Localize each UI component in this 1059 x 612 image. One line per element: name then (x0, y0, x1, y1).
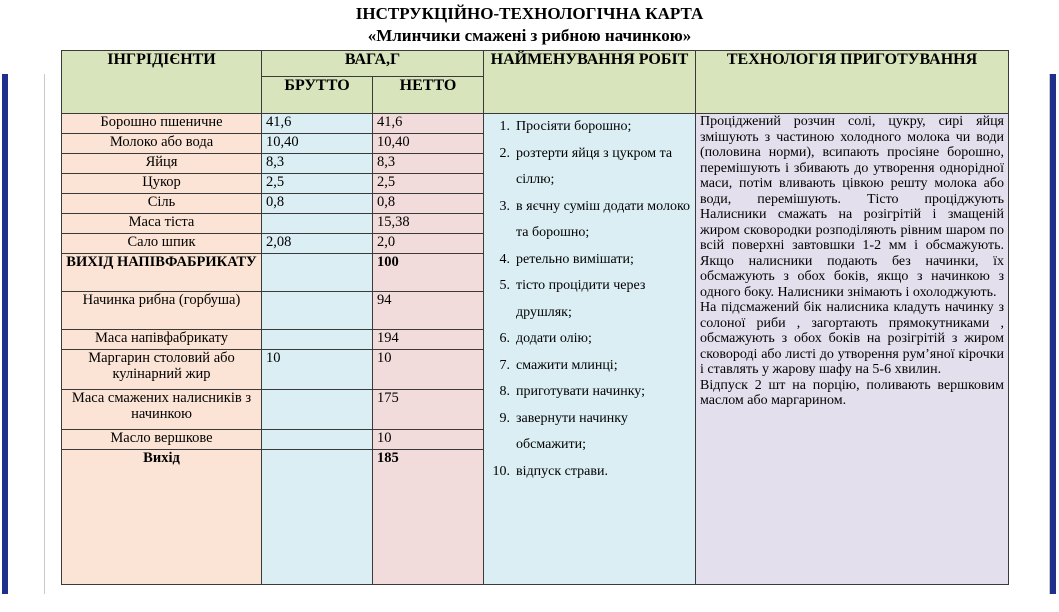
header-technology: ТЕХНОЛОГІЯ ПРИГОТУВАННЯ (696, 51, 1009, 114)
operation-item (488, 247, 691, 274)
ingredient-net: 0,8 (373, 194, 484, 214)
ingredient-gross: 10,40 (262, 134, 373, 154)
right-margin-line (1049, 74, 1050, 594)
operation-text: Просіяти борошно; (516, 119, 632, 134)
ingredient-gross: 41,6 (262, 114, 373, 134)
header-weight: ВАГА,Г (262, 51, 484, 77)
operation-number: 9. (499, 410, 511, 426)
operation-item (488, 273, 691, 326)
right-margin-bar (1050, 74, 1056, 594)
ingredient-net: 100 (373, 254, 484, 292)
operation-text: відпуск страви. (516, 463, 608, 479)
ingredient-name: Цукор (62, 174, 262, 194)
operations-list (488, 114, 691, 485)
ingredient-net: 15,38 (373, 214, 484, 234)
ingredient-gross: 0,8 (262, 194, 373, 214)
operation-number: 7. (499, 357, 511, 373)
ingredient-gross: 2,5 (262, 174, 373, 194)
ingredient-gross (262, 450, 373, 585)
ingredient-gross: 10 (262, 350, 373, 390)
technology-paragraph: Відпуск 2 шт на порцію, поливають вершковим маслом або маргарином. (700, 377, 1005, 408)
ingredient-name: Сало шпик (62, 234, 262, 254)
operation-text: додати олію; (516, 331, 592, 346)
ingredient-net: 10,40 (373, 134, 484, 154)
operation-number: 8. (499, 384, 511, 399)
ingredient-net: 175 (373, 390, 484, 430)
operation-text: приготувати начинку; (516, 384, 646, 399)
operation-item (488, 379, 691, 406)
operations-cell (484, 114, 696, 585)
ingredient-net: 41,6 (373, 114, 484, 134)
ingredient-net: 194 (373, 330, 484, 350)
operation-item (488, 353, 691, 380)
operation-number: 4. (499, 251, 511, 267)
left-margin-line (44, 74, 45, 594)
ingredient-name: Маса напівфабрикату (62, 330, 262, 350)
operation-item (488, 194, 691, 247)
operation-number: 10. (492, 463, 511, 479)
ingredient-name: ВИХІД НАПІВФАБРИКАТУ (62, 254, 262, 292)
ingredient-name: Борошно пшеничне (62, 114, 262, 134)
ingredient-name: Молоко або вода (62, 134, 262, 154)
operation-number: 5. (499, 278, 511, 293)
operation-text: в яєчну суміш додати молоко та борошно; (516, 198, 691, 240)
ingredient-name: Маргарин столовий або кулінарний жир (62, 350, 262, 390)
operation-item (488, 459, 691, 486)
ingredient-net: 10 (373, 350, 484, 390)
header-ingredients: ІНГРІДІЄНТИ (62, 51, 262, 114)
technology-paragraph: Проціджений розчин солі, цукру, сирі яйця змішують з частиною холодного молока чи води (половина норми), всипають просіяне борошно, перемішують і збивають до утворення однорідної маси, потім вливають цівкою решту молока або води, перемішують. Тісто проціджують Налисники смажать на розігрітій і змащеній жиром сковородки розподіляють рівним шаром по всій поверхні завтовшки 1-2 мм і обсмажують. Якщо налисники подають без начинки, їх обсмажують з обох боків, якщо з начинкою з одного боку. Налисники знімають і охолоджують. (700, 114, 1005, 300)
ingredient-name: Яйця (62, 154, 262, 174)
ingredient-net: 2,5 (373, 174, 484, 194)
ingredient-name: Вихід (62, 450, 262, 585)
ingredient-gross (262, 292, 373, 330)
dish-title: «Млинчики смажені з рибною начинкою» (367, 26, 692, 45)
ingredient-name: Маса тіста (62, 214, 262, 234)
left-margin-bar (2, 74, 8, 594)
ingredient-gross (262, 330, 373, 350)
technology-cell (696, 114, 1009, 585)
ingredient-name: Маса смажених налисників з начинкою (62, 390, 262, 430)
operation-text: ретельно вимішати; (516, 251, 634, 267)
ingredient-name: Сіль (62, 194, 262, 214)
header-gross: БРУТТО (262, 77, 373, 114)
operation-text: завернути начинку обсмажити; (516, 410, 628, 452)
operation-item (488, 406, 691, 459)
table-row (62, 114, 1009, 134)
operation-item (488, 141, 691, 194)
operation-number: 2. (499, 145, 511, 161)
ingredient-gross (262, 254, 373, 292)
operation-text: розтерти яйця з цукром та сіллю; (516, 145, 673, 187)
ingredient-net: 94 (373, 292, 484, 330)
operation-text: смажити млинці; (516, 357, 618, 373)
technology-card-table (61, 50, 1009, 585)
ingredient-gross: 2,08 (262, 234, 373, 254)
ingredient-net: 2,0 (373, 234, 484, 254)
ingredient-name: Масло вершкове (62, 430, 262, 450)
ingredient-gross: 8,3 (262, 154, 373, 174)
ingredient-net: 8,3 (373, 154, 484, 174)
ingredient-net: 185 (373, 450, 484, 585)
operation-number: 6. (499, 331, 511, 346)
operation-item (488, 114, 691, 141)
header-net: НЕТТО (373, 77, 484, 114)
operation-text: тісто процідити через друшляк; (516, 278, 646, 320)
operation-number: 3. (499, 198, 511, 214)
ingredient-gross (262, 214, 373, 234)
ingredient-gross (262, 430, 373, 450)
header-operations: НАЙМЕНУВАННЯ РОБІТ (484, 51, 696, 114)
operation-item (488, 326, 691, 353)
document-title: ІНСТРУКЦІЙНО-ТЕХНОЛОГІЧНА КАРТА (355, 4, 704, 23)
ingredient-name: Начинка рибна (горбуша) (62, 292, 262, 330)
operation-number: 1. (499, 119, 511, 134)
technology-paragraph: На підсмажений бік налисника кладуть начинку з солоної риби , загортають прямокутниками , обсмажують з обох боків на розігрітій з жиром сковороді або листі до утворення рум’яної кірочки і ставлять у жарову шафу на 5-6 хвилин. (700, 300, 1005, 377)
ingredient-gross (262, 390, 373, 430)
ingredient-net: 10 (373, 430, 484, 450)
